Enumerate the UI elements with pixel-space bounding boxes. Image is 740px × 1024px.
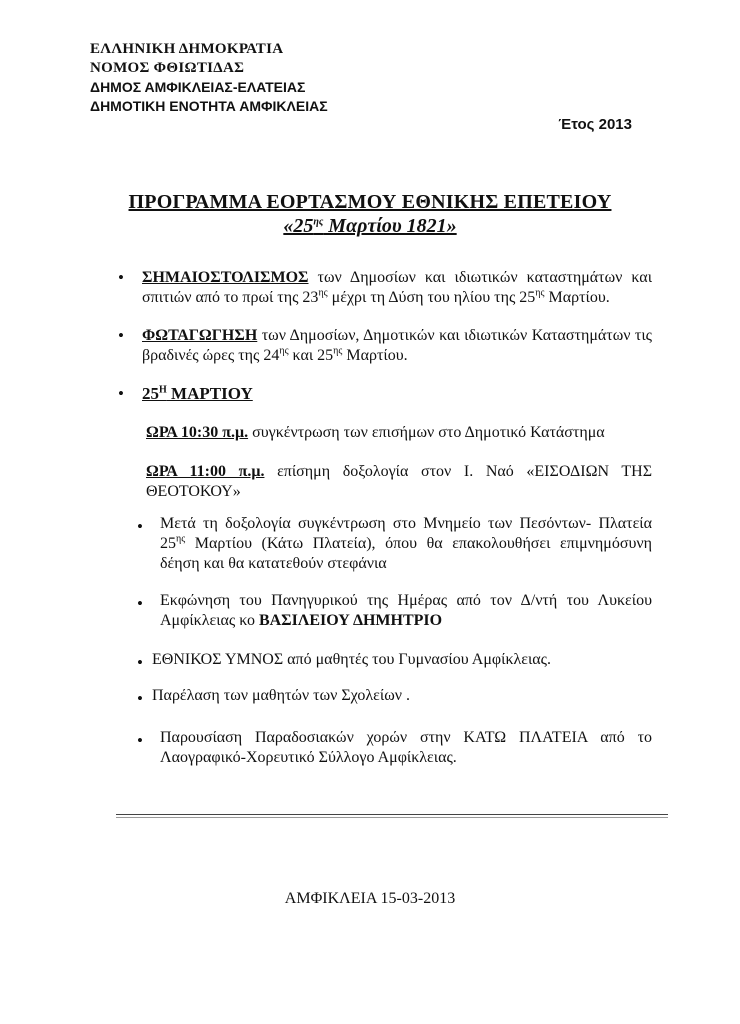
time-1030-label: ΩΡΑ 10:30 π.μ.: [146, 424, 249, 441]
flags-text-1: των Δημοσίων και ιδιωτικών καταστημάτων και σπιτιών από το πρωί της 23: [142, 269, 652, 306]
time-1100-entry: [146, 462, 652, 502]
flags-text-3: Μαρτίου.: [544, 289, 610, 306]
lighting-heading: ΦΩΤΑΓΩΓΗΣΗ: [142, 327, 258, 344]
issuer-header: [90, 40, 328, 116]
memorial-text-2: Μαρτίου (Κάτω Πλατεία), όπου θα επακολουθήσει επιμνημόσυνη δέηση και θα κατατεθούν στεφάνια: [160, 535, 652, 572]
item-day-heading: [142, 384, 442, 404]
bullet-dot-icon: •: [137, 594, 143, 613]
memorial-text-1: Μετά τη δοξολογία συγκέντρωση στο Μνημείο των Πεσόντων- Πλατεία 25: [160, 515, 652, 552]
dances-text: Παρουσίαση Παραδοσιακών χορών στην ΚΑΤΩ ΠΛΑΤΕΙΑ από το Λαογραφικό-Χορευτικό Σύλλογο Αμφίκλειας.: [160, 729, 652, 766]
header-line-2: ΝΟΜΟΣ ΦΘΙΩΤΙΔΑΣ: [90, 60, 245, 76]
sub-item-memorial: [160, 514, 652, 574]
time-1030-entry: [146, 423, 646, 443]
flags-sup-2: ης: [535, 287, 545, 299]
title-line-1: ΠΡΟΓΡΑΜΜΑ ΕΟΡΤΑΣΜΟΥ ΕΘΝΙΚΗΣ ΕΠΕΤΕΙΟΥ: [128, 191, 612, 213]
sub-item-anthem: [152, 650, 652, 670]
bullet-dot-icon: •: [137, 517, 143, 536]
flags-heading: ΣΗΜΑΙΟΣΤΟΛΙΣΜΟΣ: [142, 269, 309, 286]
speaker-name: ΒΑΣΙΛΕΙΟΥ ΔΗΜΗΤΡΙΟ: [258, 612, 443, 629]
day-month: ΜΑΡΤΙΟΥ: [166, 384, 253, 403]
memorial-sup: ης: [176, 533, 186, 545]
lighting-sup-2: ης: [333, 345, 343, 357]
time-1100-text: επίσημη δοξολογία στον Ι. Ναό «ΕΙΣΟΔΙΩΝ ΤΗΣ ΘΕΟΤΟΚΟΥ»: [146, 463, 653, 500]
bullet-dot-icon: •: [118, 326, 124, 345]
header-line-4: ΔΗΜΟΤΙΚΗ ΕΝΟΤΗΤΑ ΑΜΦΙΚΛΕΙΑΣ: [90, 98, 328, 114]
lighting-text-3: Μαρτίου.: [342, 347, 408, 364]
place-date-footer: ΑΜΦΙΚΛΕΙΑ 15-03-2013: [284, 890, 456, 907]
bullet-dot-icon: •: [118, 268, 124, 287]
header-line-3: ΔΗΜΟΣ ΑΜΦΙΚΛΕΙΑΣ-ΕΛΑΤΕΙΑΣ: [90, 79, 306, 95]
title-line-2: [0, 214, 740, 238]
parade-text: Παρέλαση των μαθητών των Σχολείων .: [152, 687, 410, 704]
flags-text-2: μέχρι τη Δύση του ηλίου της 25: [327, 289, 536, 306]
lighting-sup-1: ης: [279, 345, 289, 357]
day-number: 25: [142, 384, 159, 403]
item-flags: [142, 268, 652, 308]
sub-item-speech: [160, 591, 652, 631]
item-lighting: [142, 326, 652, 366]
time-1100-label: ΩΡΑ 11:00 π.μ.: [146, 463, 265, 480]
title-date-suffix: ης: [313, 216, 324, 228]
bullet-dot-icon: •: [137, 689, 143, 708]
bullet-dot-icon: •: [137, 731, 143, 750]
day-suffix: Η: [159, 384, 167, 396]
year-label: Έτος 2013: [558, 116, 632, 133]
speech-text: Εκφώνηση του Πανηγυρικού της Ημέρας από τον Δ/ντή του Λυκείου Αμφίκλειας κο: [160, 592, 652, 629]
bullet-dot-icon: •: [137, 653, 143, 672]
flags-sup-1: ης: [318, 287, 328, 299]
lighting-text-2: και 25: [288, 347, 334, 364]
title-date-day: «25: [283, 215, 314, 237]
separator-line: [116, 814, 668, 818]
lighting-text-1: των Δημοσίων, Δημοτικών και ιδιωτικών Καταστημάτων τις βραδινές ώρες της 24: [142, 327, 652, 364]
anthem-text: ΕΘΝΙΚΟΣ ΥΜΝΟΣ από μαθητές του Γυμνασίου Αμφίκλειας.: [152, 651, 551, 668]
sub-item-parade: [152, 686, 652, 706]
document-title: [0, 190, 740, 238]
bullet-dot-icon: •: [118, 384, 124, 403]
sub-item-dances: [160, 728, 652, 768]
title-date-rest: Μαρτίου 1821»: [323, 215, 457, 237]
time-1030-text: συγκέντρωση των επισήμων στο Δημοτικό Κατάστημα: [248, 424, 605, 441]
header-line-1: ΕΛΛΗΝΙΚΗ ΔΗΜΟΚΡΑΤΙΑ: [90, 41, 284, 57]
